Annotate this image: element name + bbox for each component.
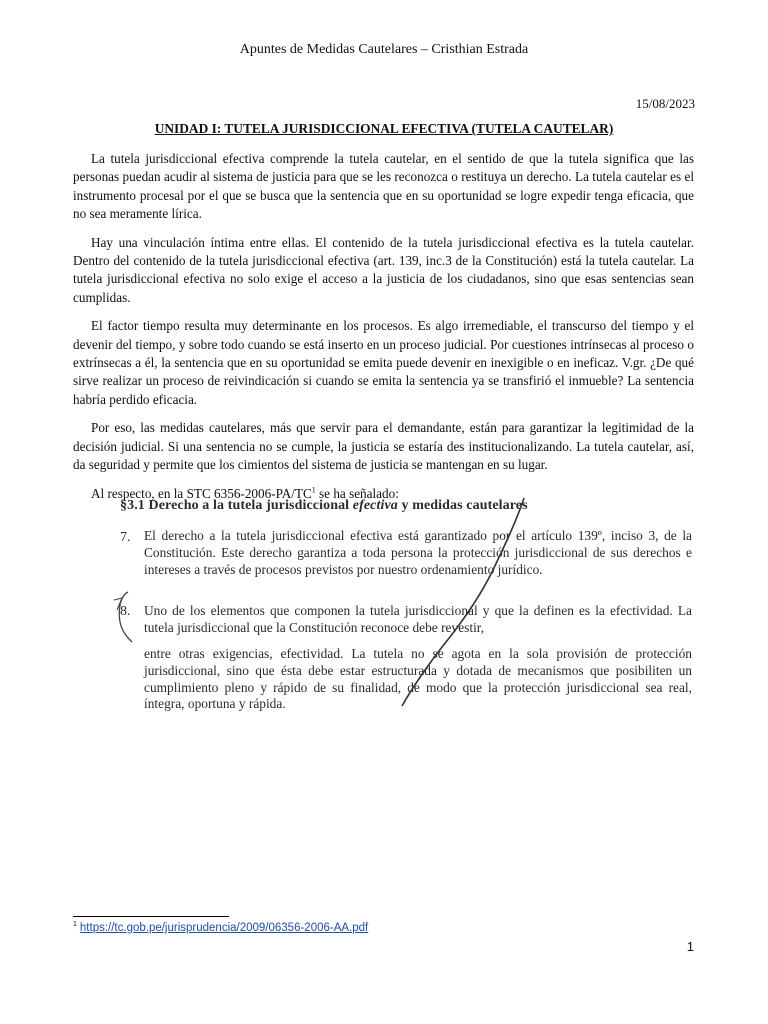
excerpt-heading-emphasis: efectiva [352, 498, 398, 513]
body-text [73, 150, 694, 507]
footnote-number: 1 [73, 921, 77, 929]
footnote-link[interactable]: https://tc.gob.pe/jurisprudencia/2009/06356-2006-AA.pdf [79, 922, 369, 934]
document-date: 15/08/2023 [635, 96, 695, 111]
citation-intro-suffix: se ha señalado: [315, 485, 399, 501]
excerpt-item-7: El derecho a la tutela jurisdiccional efectiva está garantizado por el artículo 139º, inciso 3, de la Constitución. Este derecho garantiza a toda persona la protección jurisdiccional de sus derechos e intereses a través de procesos previstos por nuestro ordenamiento jurídico. [144, 528, 692, 577]
page-header: Apuntes de Medidas Cautelares – Cristhian Estrada [239, 42, 529, 57]
citation-intro-text: Al respecto, en la STC 6356-2006-PA/TC [91, 485, 312, 501]
paragraph-3: El factor tiempo resulta muy determinante en los procesos. Es algo irremediable, el transcurso del tiempo y el devenir del tiempo, y sobre todo cuando se está inserto en un proceso judicial. Por cuestiones intrínsecas al proceso o extrínsecas a él, la sentencia que en su oportunidad se emita puede devenir en inexigible o en ineficaz. V.gr. ¿De qué sirve realizar un proceso de reivindicación si cuando se emita la sentencia ya se transfirió el inmueble? La sentencia habría perdido eficacia. [73, 318, 694, 407]
excerpt-item-8-part-b: entre otras exigencias, efectividad. La tutela no se agota en la sola provisión de protección jurisdiccional, sino que ésta debe estar estructurada y dotada de mecanismos que posibiliten un cumplimiento pleno y rápido de su finalidad, de modo que la protección jurisdiccional sea real, íntegra, oportuna y rápida. [144, 646, 692, 712]
excerpt-heading-end: y medidas cautelares [397, 498, 528, 513]
unit-title: UNIDAD I: TUTELA JURISDICCIONAL EFECTIVA (TUTELA CAUTELAR) [154, 121, 614, 136]
excerpt-item-8-part-a: Uno de los elementos que componen la tutela jurisdiccional y que la definen es la efectividad. La tutela jurisdiccional que la Constitución reconoce debe revestir, [144, 603, 692, 635]
excerpt-item-7-number: 7. [120, 530, 131, 545]
footnote [73, 922, 368, 934]
paragraph-1: La tutela jurisdiccional efectiva comprende la tutela cautelar, en el sentido de que la tutela significa que las personas puedan acudir al sistema de justicia para que se les reconozca o restituya un derecho. La tutela cautelar es el instrumento procesal por el que se busca que la sentencia que en su oportunidad se logre expedir tenga eficacia, que no sea meramente lírica. [73, 151, 694, 222]
excerpt-item-8-number: 8. [120, 604, 131, 619]
scanned-excerpt [112, 492, 698, 718]
paragraph-4: Por eso, las medidas cautelares, más que servir para el demandante, están para garantizar la legitimidad de la decisión judicial. Si una sentencia no se cumple, la justicia se estaría des institucionalizando. La tutela cautelar, así, da seguridad y permite que los cimientos del sistema de justicia se mantengan en su lugar. [73, 420, 694, 473]
footnote-separator [73, 916, 229, 917]
footnote-reference[interactable]: 1 [311, 485, 316, 495]
paragraph-2: Hay una vinculación íntima entre ellas. El contenido de la tutela jurisdiccional efectiva es la tutela cautelar. Dentro del contenido de la tutela jurisdiccional efectiva (art. 139, inc.3 de la Constitución) está la tutela cautelar. La tutela jurisdiccional efectiva no solo exige el acceso a la justicia de los ciudadanos, sino que esas sentencias sean cumplidas. [73, 234, 694, 305]
page-number: 1 [686, 939, 694, 954]
excerpt-heading [120, 498, 528, 514]
excerpt-heading-start: §3.1 Derecho a la tutela jurisdiccional [120, 498, 353, 513]
